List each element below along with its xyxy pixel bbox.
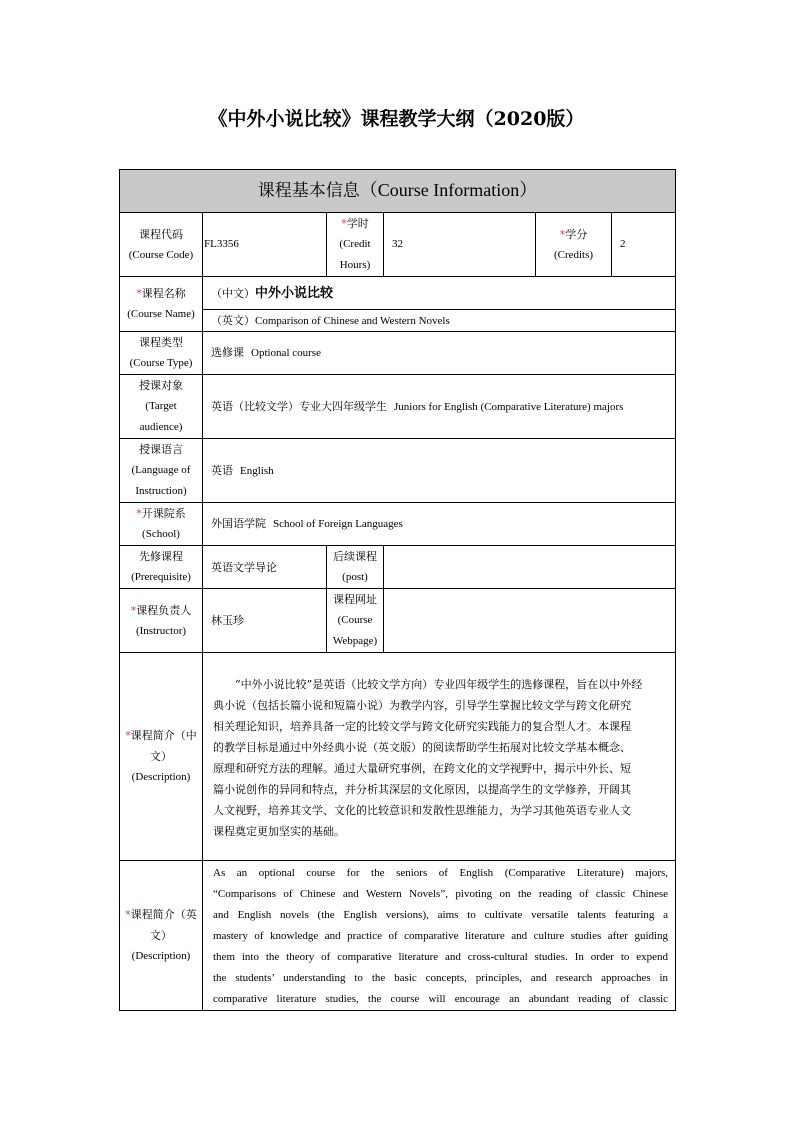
required-mark: * <box>125 908 131 921</box>
course-name-cn-value: 中外小说比较 <box>255 285 334 301</box>
desc-en-line-4: them into the theory of comparative literature and cross-cultural studies. In order to expend <box>213 951 669 963</box>
webpage-label-en-1: (Course <box>337 614 373 626</box>
desc-cn-line-2: 相关理论知识，培养具备一定的比较文学与跨文化研究实践能力的复合型人才。本课程 <box>213 719 631 733</box>
required-mark: * <box>130 603 137 617</box>
course-name-label <box>120 277 203 332</box>
desc-cn-line-6: 人文视野，培养其文学、文化的比较意识和发散性思维能力，为学习其他英语专业人文 <box>213 803 631 817</box>
school-value <box>203 503 676 546</box>
course-name-cn-tag: （中文） <box>211 286 255 300</box>
credits-label-en: (Credits) <box>553 248 594 261</box>
target-audience-label <box>120 375 203 439</box>
course-name-label-cn: 课程名称 <box>141 287 186 300</box>
desc-en-line-6: comparative literature studies, the course will encourage an abundant reading of classic <box>213 993 669 1005</box>
required-mark: * <box>341 217 347 230</box>
description-en-label-cn-2: 文） <box>150 929 172 942</box>
language-value-cn: 英语 <box>211 463 233 477</box>
school-label-cn: 开课院系 <box>141 507 186 520</box>
description-cn-text <box>203 653 676 861</box>
desc-cn-line-3: 的教学目标是通过中外经典小说（英文版）的阅读帮助学生拓展对比较文学基本概念、 <box>213 740 631 754</box>
credit-hours-label-en-2: Hours) <box>339 259 371 271</box>
webpage-value <box>384 589 676 653</box>
course-name-label-en: (Course Name) <box>127 308 195 320</box>
description-en-label-cn-1: 课程简介（英 <box>130 908 197 921</box>
target-audience-label-en-1: (Target <box>145 400 177 412</box>
course-name-en-value: Comparison of Chinese and Western Novels <box>255 314 450 327</box>
desc-cn-line-7: 课程奠定更加坚实的基础。 <box>213 824 345 838</box>
desc-en-line-5: the students’ understanding to the basic concepts, principles, and research approaches in <box>213 972 669 984</box>
desc-en-line-1: “Comparisons of Chinese and Western Novels”, pivoting on the reading of classic Chinese <box>213 888 669 900</box>
required-mark: * <box>125 729 131 742</box>
prerequisite-label <box>120 546 203 589</box>
course-name-cn <box>203 277 676 310</box>
course-code-label-en: (Course Code) <box>128 248 194 261</box>
credit-hours-label-cn: 学时 <box>346 217 369 230</box>
section-header-en: （Course Information） <box>359 180 538 200</box>
desc-en-line-2: and English novels (the English versions), aims to cultivate versatile talents featuring a <box>213 909 669 921</box>
credit-hours-label <box>327 213 384 277</box>
course-info-table <box>119 169 676 1011</box>
course-code-label <box>120 213 203 277</box>
instructor-value: 林玉珍 <box>203 589 327 653</box>
course-code-label-cn: 课程代码 <box>139 227 183 241</box>
course-type-value-en: Optional course <box>251 347 321 359</box>
desc-cn-line-1: 典小说（包括长篇小说和短篇小说）为教学内容，引导学生掌握比较文学与跨文化研究 <box>213 698 631 712</box>
language-value <box>203 439 676 503</box>
language-label-en-1: (Language of <box>131 464 191 476</box>
webpage-label <box>327 589 384 653</box>
target-audience-value-en: Juniors for English (Comparative Literature) majors <box>394 400 624 413</box>
required-mark: * <box>136 507 142 520</box>
language-label <box>120 439 203 503</box>
course-name-en-tag: （英文） <box>211 313 255 327</box>
description-en-label <box>120 861 203 1011</box>
desc-cn-line-4: 原理和研究方法的理解。通过大量研究事例，在跨文化的文学视野中，揭示中外长、短 <box>213 761 631 775</box>
desc-cn-line-0: “中外小说比较”是英语（比较文学方向）专业四年级学生的选修课程，旨在以中外经 <box>235 677 643 691</box>
post-value <box>384 546 676 589</box>
course-name-en <box>203 310 676 332</box>
section-header-cn: 课程基本信息 <box>257 181 360 201</box>
required-mark: * <box>559 227 566 241</box>
description-cn-label-cn-2: 文） <box>150 750 172 763</box>
post-label-cn: 后续课程 <box>333 550 377 563</box>
description-cn-label <box>120 653 203 861</box>
credits-value: 2 <box>612 213 676 277</box>
course-type-value-cn: 选修课 <box>211 346 244 359</box>
target-audience-value <box>203 375 676 439</box>
target-audience-label-cn: 授课对象 <box>139 379 183 392</box>
language-label-en-2: Instruction) <box>135 485 187 497</box>
post-label <box>327 546 384 589</box>
course-type-value <box>203 332 676 375</box>
credits-label-cn: 学分 <box>565 227 588 241</box>
description-cn-label-cn-1: 课程简介（中 <box>130 729 197 742</box>
credit-hours-value: 32 <box>384 213 536 277</box>
description-cn-label-en: (Description) <box>131 771 191 783</box>
target-audience-label-en-2: audience) <box>139 421 183 433</box>
school-value-cn: 外国语学院 <box>211 517 266 530</box>
instructor-label <box>120 589 203 653</box>
desc-en-line-3: mastery of knowledge and practice of comparative literature and culture studies after guiding <box>213 930 669 942</box>
school-label-en: (School) <box>142 528 180 540</box>
required-mark: * <box>136 287 142 300</box>
course-type-label <box>120 332 203 375</box>
desc-cn-line-5: 篇小说创作的异同和特点，并分析其深层的文化原因，以提高学生的文学修养，开阔其 <box>213 782 631 796</box>
description-en-text <box>203 861 676 1011</box>
credit-hours-label-en-1: (Credit <box>339 238 371 250</box>
course-type-label-en: (Course Type) <box>129 357 193 369</box>
language-label-cn: 授课语言 <box>139 443 183 456</box>
desc-en-line-0: As an optional course for the seniors of English (Comparative Literature) majors, <box>213 867 669 879</box>
school-label <box>120 503 203 546</box>
course-code-value: FL3356 <box>203 213 327 277</box>
description-en-label-en: (Description) <box>131 950 191 962</box>
course-type-label-cn: 课程类型 <box>139 336 183 349</box>
prerequisite-value: 英语文学导论 <box>203 546 327 589</box>
language-value-en: English <box>240 464 274 477</box>
target-audience-value-cn: 英语（比较文学）专业大四年级学生 <box>211 399 387 413</box>
section-header <box>120 170 676 213</box>
webpage-label-cn: 课程网址 <box>333 593 377 606</box>
school-value-en: School of Foreign Languages <box>273 518 403 530</box>
webpage-label-en-2: Webpage) <box>332 635 378 647</box>
prerequisite-label-en: (Prerequisite) <box>131 571 191 583</box>
document-title: 《中外小说比较》课程教学大纲（2020版） <box>208 108 585 130</box>
credits-label <box>536 213 612 277</box>
instructor-label-en: (Instructor) <box>135 624 187 637</box>
post-label-en: (post) <box>342 571 368 583</box>
prerequisite-label-cn: 先修课程 <box>139 550 183 563</box>
instructor-label-cn: 课程负责人 <box>136 603 192 617</box>
